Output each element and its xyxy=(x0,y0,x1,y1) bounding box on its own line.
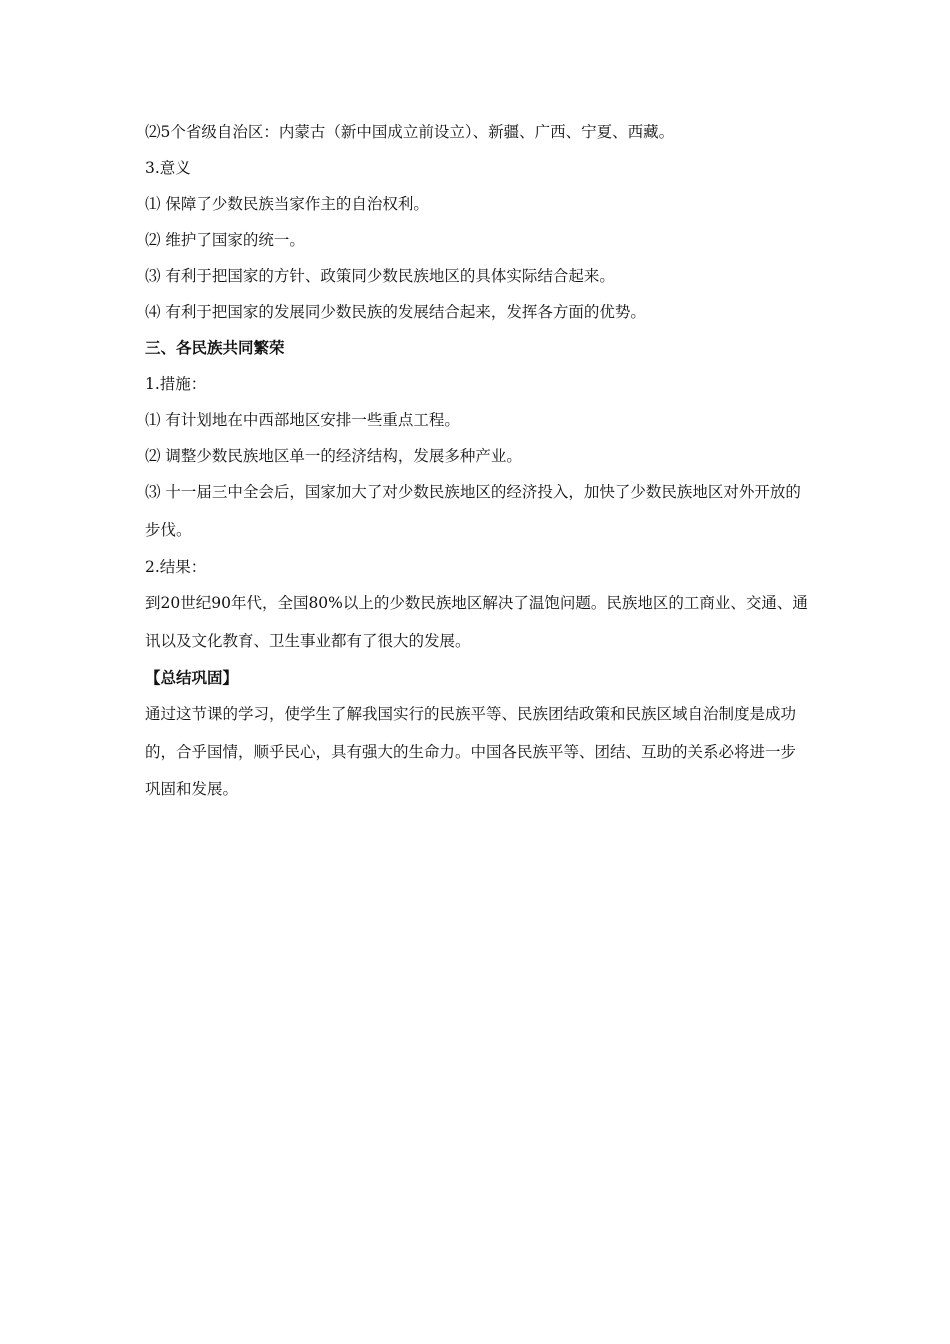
document-body xyxy=(145,122,810,801)
heading-results: 2.结果： xyxy=(145,558,207,576)
section-heading-summary: 【总结巩固】 xyxy=(145,669,239,687)
paragraph-results: 到20世纪90年代，全国80%以上的少数民族地区解决了温饱问题。民族地区的工商业、交通、通讯以及文化教育、卫生事业都有了很大的发展。 xyxy=(145,594,808,650)
list-item-measure-3: ⑶ 十一届三中全会后，国家加大了对少数民族地区的经济投入，加快了少数民族地区对外开放的步伐。 xyxy=(145,483,801,539)
list-item-measure-2: ⑵ 调整少数民族地区单一的经济结构，发展多种产业。 xyxy=(145,447,522,465)
heading-measures: 1.措施： xyxy=(145,375,207,393)
list-item-significance-4: ⑷ 有利于把国家的发展同少数民族的发展结合起来，发挥各方面的优势。 xyxy=(145,303,646,321)
list-item-significance-1: ⑴ 保障了少数民族当家作主的自治权利。 xyxy=(145,195,429,213)
heading-significance: 3.意义 xyxy=(145,159,191,177)
list-item-significance-3: ⑶ 有利于把国家的方针、政策同少数民族地区的具体实际结合起来。 xyxy=(145,267,615,285)
paragraph-autonomous-regions: ⑵5个省级自治区：内蒙古（新中国成立前设立）、新疆、广西、宁夏、西藏。 xyxy=(145,123,675,141)
list-item-measure-1: ⑴ 有计划地在中西部地区安排一些重点工程。 xyxy=(145,411,460,429)
paragraph-summary: 通过这节课的学习，使学生了解我国实行的民族平等、民族团结政策和民族区域自治制度是成功的，合乎国情，顺乎民心，具有强大的生命力。中国各民族平等、团结、互助的关系必将进一步巩固和发展。 xyxy=(145,705,797,798)
list-item-significance-2: ⑵ 维护了国家的统一。 xyxy=(145,231,305,249)
section-heading-prosperity: 三、各民族共同繁荣 xyxy=(145,339,285,357)
